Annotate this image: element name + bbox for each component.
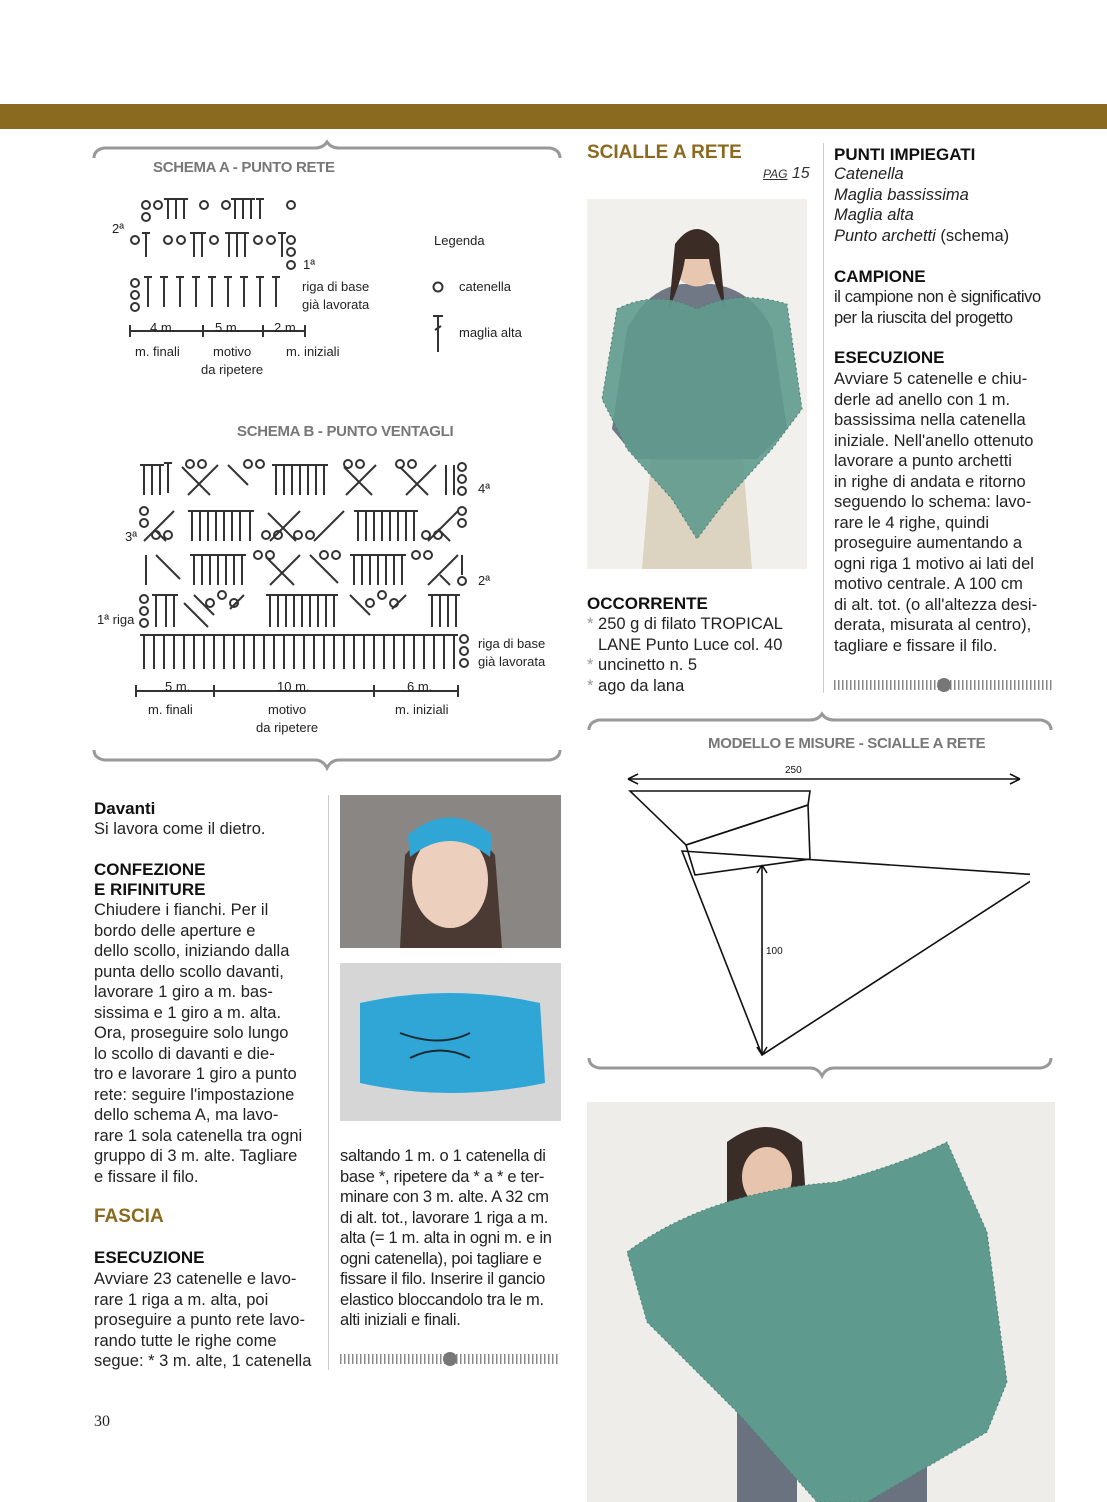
column-divider: [823, 143, 824, 693]
punto-item: Punto archetti (schema): [834, 226, 1010, 245]
punto-item: Maglia bassissima: [834, 185, 969, 204]
schema-b-row4: 4ª: [478, 481, 491, 496]
shawl-held-image: [587, 1102, 1055, 1502]
schema-b-row3: 3ª: [125, 529, 138, 544]
esecuzione-text: Avviare 5 catenelle e chiu- derle ad anello con 1 m. bassissima nella catenella iniziale. Nell'anello ottenuto lavorare a punto archetti in righe di andata e ritorno seguendo lo schema: lavo- rare le 4 righe, quindi proseguire aumentando a ogni riga 1 motivo ai lati del motivo centrale. A 100 cm di alt. tot. (o all'altezza desi- derata, misurata al centro), tagliare e fissare il filo.: [834, 370, 1038, 655]
schema-a-base-2: già lavorata: [302, 297, 370, 312]
fascia-title: FASCIA: [94, 1206, 164, 1227]
legend-symbols: [428, 278, 448, 358]
schema-b-base-2: già lavorata: [478, 654, 546, 669]
schema-b-width-motivo: 10 m.: [277, 679, 310, 694]
schema-b-row1: 1ª riga: [97, 612, 135, 627]
occorrente-item: * 250 g di filato TROPICAL: [587, 615, 783, 633]
dim-height: 100: [766, 946, 783, 957]
punti-list: [834, 164, 1064, 246]
campione-title: CAMPIONE: [834, 267, 926, 286]
shawl-model-image: [587, 199, 807, 569]
occorrente-item: * uncinetto n. 5: [587, 656, 698, 674]
schema-a-base-1: riga di base: [302, 279, 370, 294]
schema-b-diagram: [110, 455, 480, 705]
schema-b-part-motivo: motivo: [268, 702, 307, 717]
dc-symbol-icon: [433, 316, 443, 352]
end-marker-2-knob: [443, 1352, 457, 1366]
schema-b-part-iniziali: m. iniziali: [395, 702, 449, 717]
end-marker-knob: [937, 678, 951, 692]
headband-model-photo: [340, 795, 561, 948]
campione-text: il campione non è significativo per la riuscita del progetto: [834, 288, 1041, 327]
occorrente-item: LANE Punto Luce col. 40: [598, 635, 783, 654]
schema-b-title: SCHEMA B - PUNTO VENTAGLI: [237, 423, 454, 440]
fascia-esecuzione-text: Avviare 23 catenelle e lavo- rare 1 riga a m. alta, poi proseguire a punto rete lavo- rando tutte le righe come segue: * 3 m. alte, 1 catenella: [94, 1270, 312, 1370]
occorrente-title: OCCORRENTE: [587, 594, 708, 613]
esecuzione-title: ESECUZIONE: [834, 348, 945, 367]
page-number: 30: [94, 1413, 110, 1430]
fascia-continue-text: saltando 1 m. o 1 catenella di base *, ripetere da * a * e ter- minare con 3 m. alte. A 32 cm di alt. tot., lavorare 1 riga a m. alta (= 1 m. alta in ogni m. e in ogni catenella), poi tagliare e fissare il filo. Inserire il gancio elastico bloccandolo tra le m. alti iniziali e finali.: [340, 1147, 552, 1329]
schema-a-part-iniziali: m. iniziali: [286, 344, 340, 359]
punto-item: Maglia alta: [834, 206, 914, 224]
schema-b-part-ripetere: da ripetere: [256, 720, 319, 735]
confezione-title: CONFEZIONE E RIFINITURE: [94, 860, 206, 899]
occorrente-item: * ago da lana: [587, 676, 685, 695]
occorrente-list: [587, 614, 817, 696]
shawl-schematic: [620, 765, 1030, 1065]
dim-width: 250: [785, 765, 802, 776]
headband-flat-photo: [340, 963, 561, 1121]
legend-title: Legenda: [434, 233, 485, 248]
headband-model-image: [340, 795, 561, 948]
punti-title: PUNTI IMPIEGATI: [834, 145, 976, 164]
schema-a-row1: 1ª: [303, 257, 316, 272]
header-band: [0, 104, 1107, 129]
schema-b-part-finali: m. finali: [148, 702, 193, 717]
schema-a-part-motivo: motivo: [213, 344, 252, 359]
davanti-body: Si lavora come il dietro.: [94, 820, 266, 838]
schema-b-width-finali: 5 m.: [165, 679, 191, 694]
schema-a-row2: 2ª: [112, 221, 125, 236]
punto-item: Catenella: [834, 165, 904, 183]
fascia-esecuzione-title: ESECUZIONE: [94, 1248, 205, 1267]
davanti-title: Davanti: [94, 799, 156, 818]
schema-b-row2: 2ª: [478, 573, 491, 588]
headband-flat-image: [340, 963, 561, 1121]
schema-a-width-finali: 4 m.: [150, 320, 176, 335]
column-divider-left: [328, 795, 329, 1370]
schema-a-part-ripetere: da ripetere: [201, 362, 264, 377]
schema-b-base-1: riga di base: [478, 636, 546, 651]
shawl-photo: [587, 199, 807, 569]
schema-a-part-finali: m. finali: [135, 344, 180, 359]
chain-symbol-icon: [434, 283, 443, 292]
modello-title: MODELLO E MISURE - SCIALLE A RETE: [708, 735, 986, 752]
schema-a-title: SCHEMA A - PUNTO RETE: [153, 159, 335, 176]
shawl-front-photo: [587, 1102, 1055, 1502]
confezione-text: Chiudere i fianchi. Per il bordo delle aperture e dello scollo, iniziando dalla punta dello scollo davanti, lavorare 1 giro a m. bas- sissima e 1 giro a m. alta. Ora, proseguire solo lungo lo scollo di davanti e die- tro e lavorare 1 giro a punto rete: seguire l'impostazione dello schema A, ma lavo- rare 1 sola catenella tra ogni gruppo di 3 m. alte. Tagliare e fissare il filo.: [94, 901, 303, 1186]
legend-dc: maglia alta: [459, 325, 522, 340]
legend-chain: catenella: [459, 279, 512, 294]
page-ref: PAG 15: [763, 165, 810, 182]
scialle-title: SCIALLE A RETE: [587, 142, 742, 163]
schema-b-width-iniziali: 6 m.: [407, 679, 433, 694]
schema-a-width-iniziali: 2 m.: [274, 320, 300, 335]
schema-a-width-motivo: 5 m.: [215, 320, 241, 335]
